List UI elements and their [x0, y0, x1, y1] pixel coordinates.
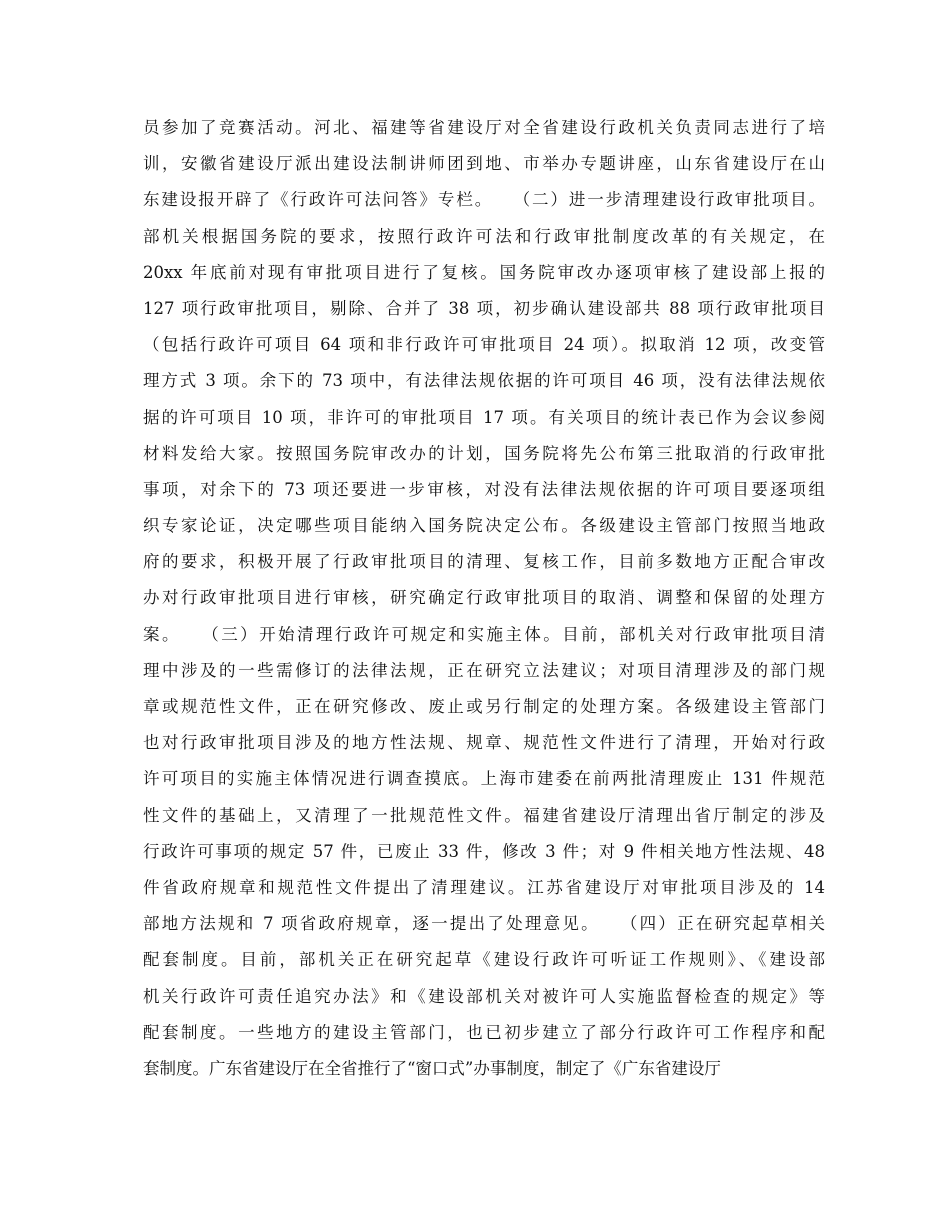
- text-line-25: 机关行政许可责任追究办法》和《建设部机关对被许可人实施监督检查的规定》等: [143, 986, 825, 1006]
- text-line-10: 材料发给大家。按照国务院审改办的计划，国务院将先公布第三批取消的行政审批: [143, 443, 825, 463]
- text-line-27: 套制度。广东省建设厅在全省推行了“窗口式”办事制度，制定了《广东省建设厅: [143, 1058, 721, 1078]
- text-line-26: 配套制度。一些地方的建设主管部门，也已初步建立了部分行政许可工作程序和配: [143, 1022, 825, 1042]
- text-line-23: 部地方法规和 7 项省政府规章，逐一提出了处理意见。 （四）正在研究起草相关: [143, 914, 825, 934]
- text-line-4: 部机关根据国务院的要求，按照行政许可法和行政审批制度改革的有关规定，在: [143, 226, 825, 246]
- text-line-1: 员参加了竞赛活动。河北、福建等省建设厅对全省建设行政机关负责同志进行了培: [143, 118, 825, 137]
- text-line-20: 性文件的基础上，又清理了一批规范性文件。福建省建设厅清理出省厅制定的涉及: [143, 805, 825, 825]
- text-line-12: 织专家论证，决定哪些项目能纳入国务院决定公布。各级建设主管部门按照当地政: [143, 516, 825, 536]
- text-line-13: 府的要求，积极开展了行政审批项目的清理、复核工作，目前多数地方正配合审改: [143, 552, 825, 572]
- text-line-21: 行政许可事项的规定 57 件，已废止 33 件，修改 3 件；对 9 件相关地方性法规、48: [143, 841, 825, 861]
- text-line-11: 事项，对余下的 73 项还要进一步审核，对没有法律法规依据的许可项目要逐项组: [143, 479, 825, 499]
- text-line-14: 办对行政审批项目进行审核，研究确定行政审批项目的取消、调整和保留的处理方: [143, 588, 825, 608]
- text-line-17: 章或规范性文件，正在研究修改、废止或另行制定的处理方案。各级建设主管部门: [143, 697, 825, 716]
- text-line-15: 案。 （三）开始清理行政许可规定和实施主体。目前，部机关对行政审批项目清: [143, 624, 825, 644]
- text-line-16: 理中涉及的一些需修订的法律法规，正在研究立法建议；对项目清理涉及的部门规: [143, 660, 825, 680]
- text-line-6: 127 项行政审批项目，剔除、合并了 38 项，初步确认建设部共 88 项行政审批项目: [143, 298, 825, 318]
- text-line-8: 理方式 3 项。余下的 73 项中，有法律法规依据的许可项目 46 项，没有法律法规依: [143, 371, 825, 391]
- text-line-24: 配套制度。目前，部机关正在研究起草《建设行政许可听证工作规则》、《建设部: [143, 950, 825, 970]
- text-line-7: （包括行政许可项目 64 项和非行政许可审批项目 24 项）。拟取消 12 项，改变管: [143, 335, 825, 355]
- body-text: [143, 110, 825, 1087]
- text-line-19: 许可项目的实施主体情况进行调查摸底。上海市建委在前两批清理废止 131 件规范: [143, 769, 825, 789]
- text-line-9: 据的许可项目 10 项，非许可的审批项目 17 项。有关项目的统计表已作为会议参阅: [143, 407, 825, 427]
- text-line-5: 20xx 年底前对现有审批项目进行了复核。国务院审改办逐项审核了建设部上报的: [143, 262, 825, 282]
- text-line-2: 训，安徽省建设厅派出建设法制讲师团到地、市举办专题讲座，山东省建设厅在山: [143, 154, 825, 174]
- text-line-3: 东建设报开辟了《行政许可法问答》专栏。 （二）进一步清理建设行政审批项目。: [143, 190, 825, 210]
- text-line-18: 也对行政审批项目涉及的地方性法规、规章、规范性文件进行了清理，开始对行政: [143, 733, 825, 753]
- text-line-22: 件省政府规章和规范性文件提出了清理建议。江苏省建设厅对审批项目涉及的 14: [143, 877, 825, 897]
